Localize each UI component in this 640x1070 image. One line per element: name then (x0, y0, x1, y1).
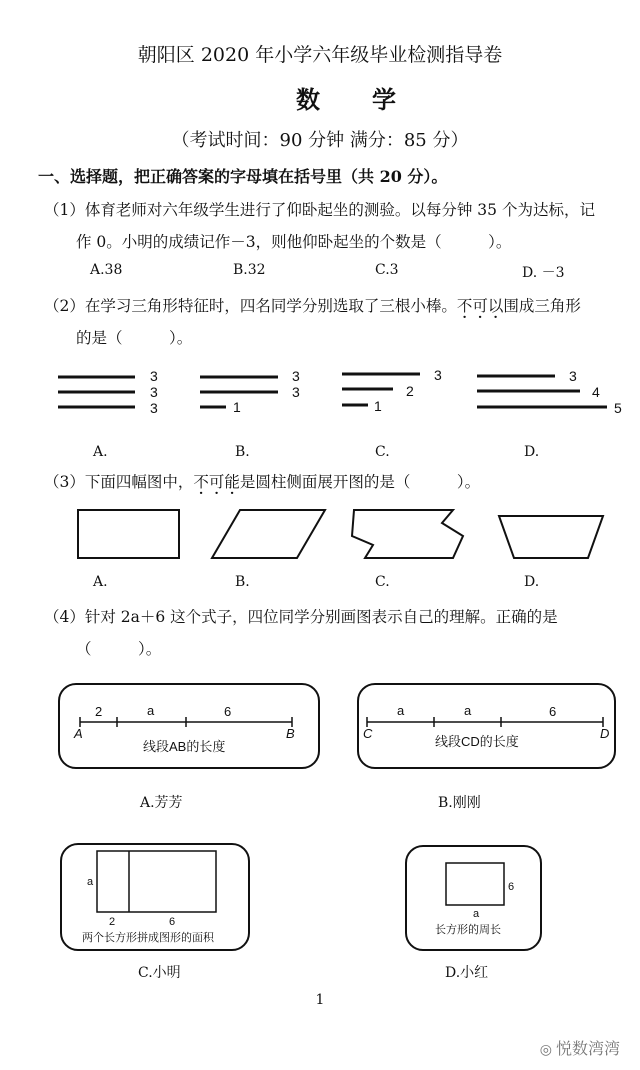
q4-figure-a (58, 683, 320, 769)
q3-option-a: A. (93, 574, 108, 590)
width-label: 6 (169, 916, 176, 928)
endpoint-label: A (74, 726, 83, 741)
stick-length: 5 (614, 400, 622, 416)
stick-length: 2 (406, 383, 414, 399)
q2-option-a: A. (93, 444, 108, 460)
stick-length: 3 (150, 368, 158, 384)
section-1-title: 一、选择题，把正确答案的字母填在括号里（共 20 分）。 (38, 167, 448, 186)
q4-option-a-label: A.芳芳 (140, 795, 183, 811)
q3-post: 是圆柱侧面展开图的是（ ）。 (239, 473, 481, 491)
emphasis-char: 不 (456, 297, 473, 315)
exam-title: 朝阳区 2020 年小学六年级毕业检测指导卷 (137, 44, 503, 66)
wechat-icon: ◎ (539, 1042, 552, 1058)
segment-label: a (397, 703, 405, 718)
q2-line1-post: 围成三角形 (503, 297, 581, 315)
endpoint-label: D (600, 726, 610, 741)
segment-label: a (464, 703, 472, 718)
width-label: 2 (109, 916, 116, 928)
subject-title: 数学 (296, 85, 448, 114)
segment-label: 2 (95, 704, 103, 719)
segment-diagram-cd (359, 685, 614, 767)
emphasis-char: 能 (224, 473, 240, 491)
q2-line1 (44, 291, 581, 321)
stick-length: 3 (569, 368, 577, 384)
area-diagram (62, 845, 248, 949)
page-number: 1 (315, 992, 325, 1008)
segment-label: 6 (224, 704, 232, 719)
q1-line2: 作 0。小明的成绩记作－3，则他仰卧起坐的个数是（ ）。 (76, 233, 512, 251)
parallelogram-shape (212, 510, 325, 558)
side-label: a (87, 876, 94, 888)
q4-figure-d (405, 845, 542, 951)
emphasis-char: 不 (193, 473, 209, 491)
q2-option-b: B. (235, 444, 250, 460)
stick-length: 3 (292, 368, 300, 384)
q3-option-d: D. (524, 574, 540, 590)
q1-option-d: D. －3 (522, 265, 565, 281)
q3-shapes-figure (0, 500, 640, 570)
stick-length: 3 (292, 384, 300, 400)
rectangle-shape (78, 510, 179, 558)
stick-length: 1 (233, 399, 241, 415)
q1-option-b: B.32 (233, 262, 266, 278)
endpoint-label: C (363, 726, 373, 741)
q4-option-d-label: D.小红 (445, 965, 489, 981)
perimeter-diagram (407, 847, 540, 949)
q1-option-a: A.38 (90, 262, 123, 278)
q4-figure-c (60, 843, 250, 951)
segment-diagram-ab (60, 685, 318, 767)
q3-line (44, 467, 480, 497)
stick-length: 3 (150, 400, 158, 416)
segment-label: 6 (549, 704, 557, 719)
emphasis-char: 可 (208, 473, 225, 491)
q4-option-c-label: C.小明 (138, 965, 181, 981)
figure-caption: 长方形的周长 (435, 924, 501, 936)
segment-label: a (147, 703, 155, 718)
q3-option-c: C. (375, 574, 390, 590)
q2-line1-pre: （2）在学习三角形特征时，四名同学分别选取了三根小棒。 (44, 297, 457, 315)
q4-line2: （ ）。 (76, 640, 162, 658)
q4-line1: （4）针对 2a＋6 这个式子，四位同学分别画图表示自己的理解。正确的是 (44, 608, 558, 626)
q4-option-b-label: B.刚刚 (438, 795, 481, 811)
emphasis-char: 可 (472, 297, 488, 315)
q3-option-b: B. (235, 574, 250, 590)
q1-line1: （1）体育老师对六年级学生进行了仰卧起坐的测验。以每分钟 35 个为达标，记 (44, 201, 595, 219)
figure-caption: 两个长方形拼成图形的面积 (82, 932, 214, 944)
trapezoid-shape (499, 516, 603, 558)
figure-caption: 线段CD的长度 (435, 734, 519, 749)
endpoint-label: B (286, 726, 295, 741)
watermark-text: 悦数湾湾 (555, 1039, 620, 1058)
q1-option-c: C.3 (375, 262, 399, 278)
figure-caption: 线段AB的长度 (143, 739, 226, 754)
side-label: 6 (508, 881, 515, 893)
q2-option-d: D. (524, 444, 540, 460)
stick-length: 1 (374, 398, 382, 414)
stick-length: 4 (592, 384, 600, 400)
stick-length: 3 (434, 367, 442, 383)
q3-pre: （3）下面四幅图中， (44, 473, 194, 491)
bottom-label: a (473, 908, 480, 920)
q2-option-c: C. (375, 444, 390, 460)
emphasis-char: 以 (487, 297, 504, 315)
zigzag-shape (352, 510, 463, 558)
exam-meta: （考试时间：90 分钟 满分：85 分） (171, 130, 469, 151)
q4-figure-b (357, 683, 616, 769)
watermark (540, 1036, 620, 1059)
q2-sticks-figure (0, 360, 640, 420)
stick-length: 3 (150, 384, 158, 400)
q2-line2: 的是（ ）。 (76, 329, 193, 347)
